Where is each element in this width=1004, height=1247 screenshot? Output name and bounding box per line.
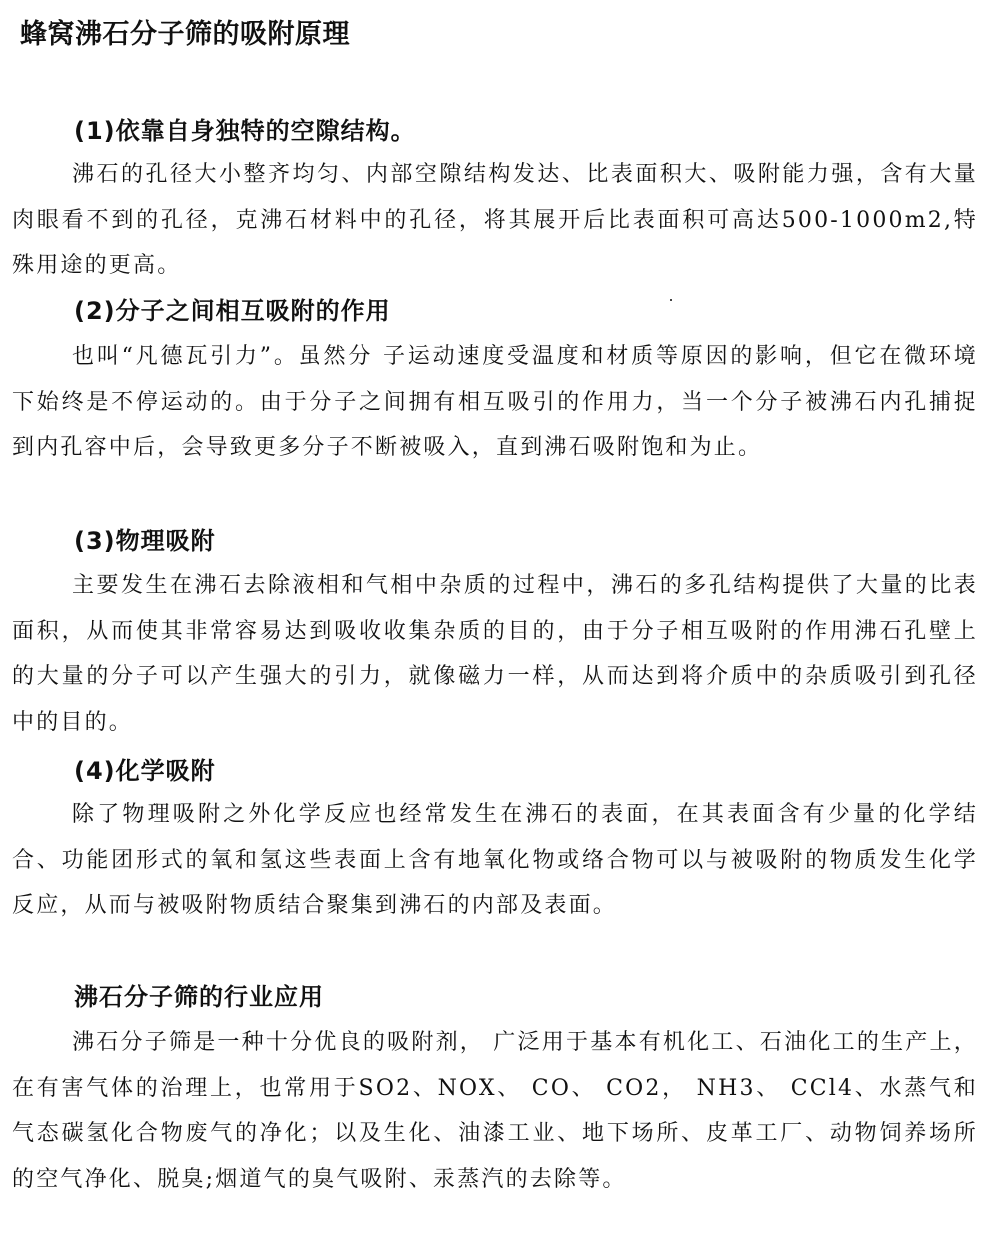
- section-heading-3: (3)物理吸附: [74, 527, 216, 555]
- application-text: 沸石分子筛是一种十分优良的吸附剂， 广泛用于基本有机化工、石油化工的生产上，在有害气体的治理上，也常用于SO2、NOX、 CO、 CO2， NH3、 CCl4、水蒸气和气态碳氢化合物废气的净化；以及生化、油漆工业、地下场所、皮革工厂、动物饲养场所的空气净化、脱臭;烟道气的臭气吸附、汞蒸汽的去除等。: [12, 1030, 978, 1193]
- page-title: 蜂窝沸石分子筛的吸附原理: [20, 19, 350, 50]
- section-text-4: 除了物理吸附之外化学反应也经常发生在沸石的表面，在其表面含有少量的化学结合、功能团形式的氧和氢这些表面上含有地氧化物或络合物可以与被吸附的物质发生化学反应，从而与被吸附物质结合聚集到沸石的内部及表面。: [12, 802, 978, 919]
- section-heading-2: (2)分子之间相互吸附的作用: [74, 297, 391, 325]
- scan-speck: [670, 299, 672, 301]
- section-text-3: 主要发生在沸石去除液相和气相中杂质的过程中，沸石的多孔结构提供了大量的比表面积，从而使其非常容易达到吸收收集杂质的目的，由于分子相互吸附的作用沸石孔壁上的大量的分子可以产生强大的引力，就像磁力一样，从而达到将介质中的杂质吸引到孔径中的目的。: [12, 573, 978, 736]
- section-text-1: 沸石的孔径大小整齐均匀、内部空隙结构发达、比表面积大、吸附能力强，含有大量肉眼看不到的孔径，克沸石材料中的孔径，将其展开后比表面积可高达500-1000m2,特殊用途的更高。: [12, 162, 978, 279]
- application-heading: 沸石分子筛的行业应用: [74, 983, 324, 1011]
- section-heading-1: (1)依靠自身独特的空隙结构。: [74, 117, 416, 145]
- section-text-2: 也叫“凡德瓦引力”。虽然分 子运动速度受温度和材质等原因的影响，但它在微环境下始终是不停运动的。由于分子之间拥有相互吸引的作用力，当一个分子被沸石内孔捕捉到内孔容中后，会导致更多分子不断被吸入，直到沸石吸附饱和为止。: [12, 344, 978, 461]
- section-heading-4: (4)化学吸附: [74, 757, 216, 785]
